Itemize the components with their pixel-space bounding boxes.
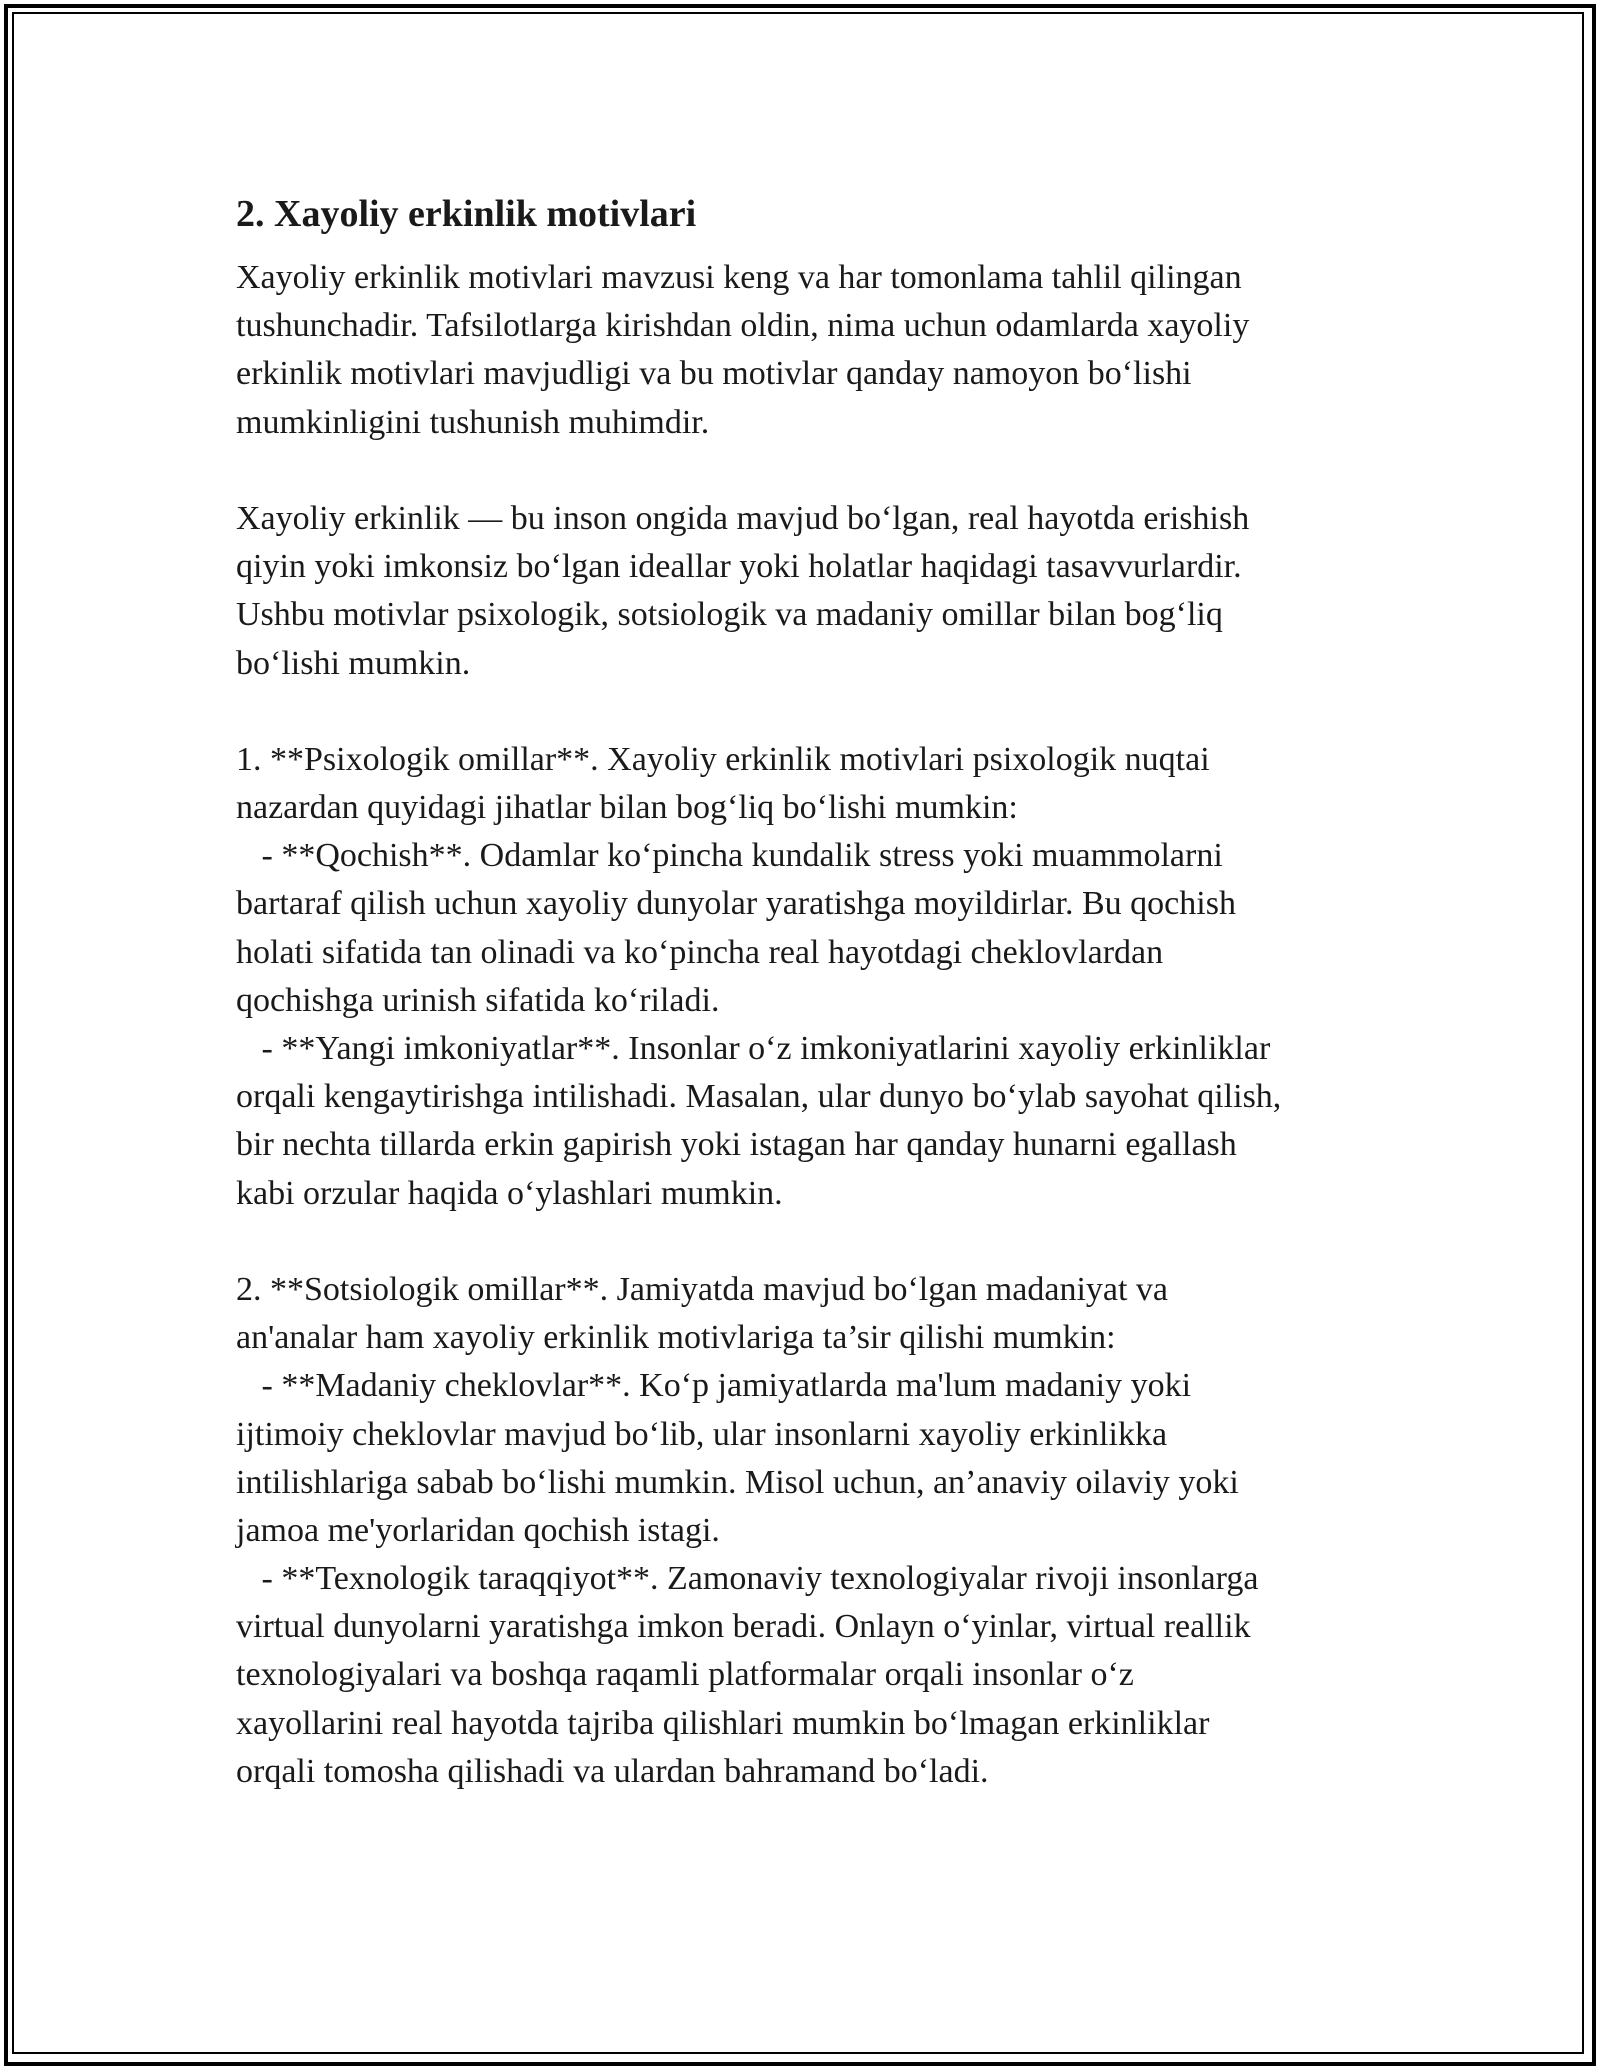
text-line: bo‘lishi mumkin. — [236, 644, 471, 682]
paragraph-psychological-factors — [236, 736, 1376, 1218]
text-line: Xayoliy erkinlik — bu inson ongida mavjud bo‘lgan, real hayotda erishish — [236, 499, 1250, 537]
text-line: - **Texnologik taraqqiyot**. Zamonaviy texnologiyalar rivoji insonlarga — [236, 1560, 1259, 1598]
text-line: - **Madaniy cheklovlar**. Ko‘p jamiyatlarda ma'lum madaniy yoki — [236, 1367, 1192, 1405]
text-line: intilishlariga sabab bo‘lishi mumkin. Misol uchun, an’anaviy oilaviy yoki — [236, 1463, 1239, 1501]
paragraph-gap — [236, 1218, 1376, 1266]
text-line: texnologiyalari va boshqa raqamli platformalar orqali insonlar o‘z — [236, 1656, 1134, 1694]
text-line: erkinlik motivlari mavjudligi va bu motivlar qanday namoyon bo‘lishi — [236, 355, 1192, 393]
document-body — [236, 186, 1376, 1796]
text-line: - **Qochish**. Odamlar ko‘pincha kundalik stress yoki muammolarni — [236, 837, 1223, 875]
paragraph-intro — [236, 254, 1376, 447]
text-line: 1. **Psixologik omillar**. Xayoliy erkinlik motivlari psixologik nuqtai — [236, 740, 1210, 778]
text-line: qochishga urinish sifatida ko‘riladi. — [236, 981, 720, 1019]
text-line: bartaraf qilish uchun xayoliy dunyolar yaratishga moyildirlar. Bu qochish — [236, 885, 1236, 923]
text-line: 2. **Sotsiologik omillar**. Jamiyatda mavjud bo‘lgan madaniyat va — [236, 1270, 1169, 1308]
text-line: orqali tomosha qilishadi va ulardan bahramand bo‘ladi. — [236, 1752, 989, 1790]
text-line: Xayoliy erkinlik motivlari mavzusi keng va har tomonlama tahlil qilingan — [236, 259, 1242, 296]
paragraph-sociological-factors — [236, 1266, 1376, 1796]
text-line: holati sifatida tan olinadi va ko‘pincha real hayotdagi cheklovlardan — [236, 933, 1164, 971]
text-line: nazardan quyidagi jihatlar bilan bog‘liq bo‘lishi mumkin: — [236, 789, 1018, 827]
paragraph-gap — [236, 688, 1376, 736]
text-line: an'analar ham xayoliy erkinlik motivlariga ta’sir qilishi mumkin: — [236, 1319, 1116, 1357]
text-line: Ushbu motivlar psixologik, sotsiologik va madaniy omillar bilan bog‘liq — [236, 596, 1223, 634]
paragraph-gap — [236, 447, 1376, 495]
section-heading: 2. Xayoliy erkinlik motivlari — [236, 193, 697, 235]
text-line: tushunchadir. Tafsilotlarga kirishdan oldin, nima uchun odamlarda xayoliy — [236, 307, 1250, 345]
text-line: orqali kengaytirishga intilishadi. Masalan, ular dunyo bo‘ylab sayohat qilish, — [236, 1078, 1282, 1116]
text-line: ijtimoiy cheklovlar mavjud bo‘lib, ular insonlarni xayoliy erkinlikka — [236, 1415, 1168, 1453]
text-line: virtual dunyolarni yaratishga imkon beradi. Onlayn o‘yinlar, virtual reallik — [236, 1608, 1251, 1646]
text-line: qiyin yoki imkonsiz bo‘lgan ideallar yoki holatlar haqidagi tasavvurlardir. — [236, 548, 1242, 586]
text-line: kabi orzular haqida o‘ylashlari mumkin. — [236, 1174, 783, 1212]
paragraph-definition — [236, 495, 1376, 688]
text-line: - **Yangi imkoniyatlar**. Insonlar o‘z imkoniyatlarini xayoliy erkinliklar — [236, 1030, 1271, 1067]
text-line: bir nechta tillarda erkin gapirish yoki istagan har qanday hunarni egallash — [236, 1126, 1237, 1164]
text-line: jamoa me'yorlaridan qochish istagi. — [236, 1511, 720, 1549]
text-line: mumkinligini tushunish muhimdir. — [236, 403, 710, 441]
text-line: xayollarini real hayotda tajriba qilishlari mumkin bo‘lmagan erkinliklar — [236, 1704, 1210, 1742]
